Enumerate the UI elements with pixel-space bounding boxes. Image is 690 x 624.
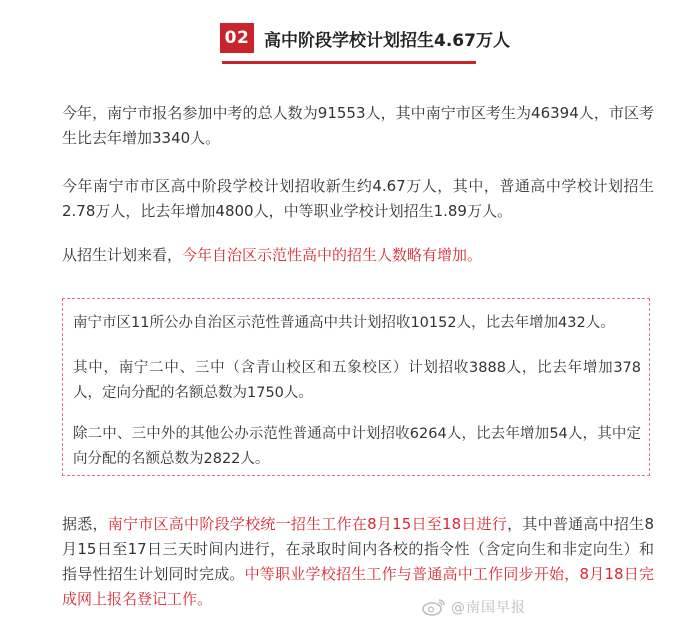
paragraph-schedule — [62, 512, 654, 612]
section-title: 高中阶段学校计划招生4.67万人 — [264, 30, 510, 51]
schedule-lead: 据悉， — [62, 515, 108, 533]
info-box-line: 除二中、三中外的其他公办示范性普通高中计划招收6264人，比去年增加54人，其中定向分配的名额总数为2822人。 — [73, 426, 641, 467]
section-header — [220, 22, 510, 54]
section-title-underline — [222, 61, 476, 64]
info-box-line: 其中，南宁二中、三中（含青山校区和五象校区）计划招收3888人，比去年增加378人，定向分配的名额总数为1750人。 — [73, 360, 641, 401]
paragraph-plan-summary — [62, 243, 654, 268]
section-number-badge: 02 — [220, 23, 254, 53]
schedule-highlight-vocational: 中等职业学校招生工作与普通高中工作同步开始，8月18日完成网上报名登记工作。 — [62, 565, 654, 608]
schedule-highlight-dates: 南宁市区高中阶段学校统一招生工作在8月15日至18日进行 — [107, 515, 508, 533]
summary-text: 从招生计划来看， — [62, 246, 183, 264]
info-box — [62, 298, 650, 476]
watermark-text: @南国早报 — [451, 600, 526, 616]
schedule-details: ，其中普通高中招生8月15日至17日三天时间内进行，在录取时间内各校的指令性（含定向生和非定向生）和指导性招生计划同时完成。 — [62, 515, 654, 583]
info-box-line: 南宁市区11所公办自治区示范性普通高中共计划招收10152人，比去年增加432人。 — [73, 315, 615, 331]
watermark — [422, 597, 526, 617]
paragraph-exam-totals: 今年，南宁市报名参加中考的总人数为91553人，其中南宁市区考生为46394人，市区考生比去年增加3340人。 — [62, 104, 654, 147]
paragraph-enrollment-plan: 今年南宁市市区高中阶段学校计划招收新生约4.67万人，其中，普通高中学校计划招生2.78万人，比去年增加4800人，中等职业学校计划招生1.89万人。 — [62, 177, 654, 220]
weibo-icon — [422, 598, 446, 616]
summary-highlight: 今年自治区示范性高中的招生人数略有增加。 — [182, 246, 483, 264]
